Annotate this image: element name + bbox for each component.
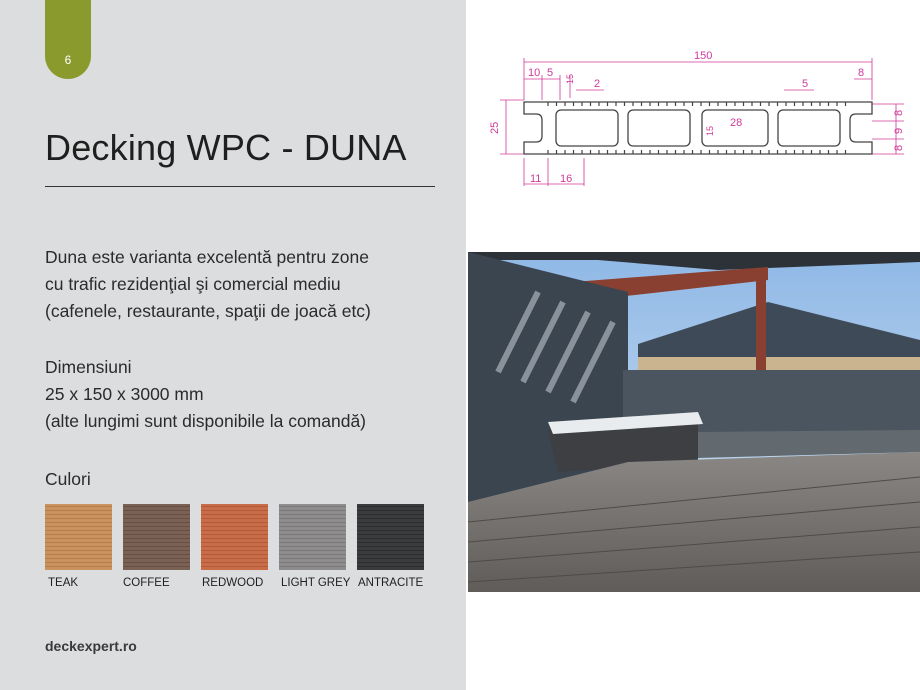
dim-d10: 10 [528, 67, 541, 79]
profile-drawing [484, 46, 914, 196]
page-number-tab [45, 0, 91, 79]
description-line: Duna este varianta excelentă pentru zone [45, 247, 369, 267]
dimensions-block [45, 354, 366, 435]
title-divider [45, 186, 435, 187]
dim-d15a: 15 [565, 73, 575, 84]
dim-d16: 16 [560, 173, 573, 185]
dimensions-value: 25 x 150 x 3000 mm [45, 384, 204, 404]
swatch-antracite [357, 504, 424, 570]
dim-d11: 11 [530, 173, 542, 185]
dim-height: 25 [489, 121, 501, 134]
dimensions-heading: Dimensiuni [45, 357, 132, 377]
description-line: cu trafic rezidenţial şi comercial mediu [45, 274, 341, 294]
dim-d8a: 8 [858, 67, 865, 79]
swatch-light-grey [279, 504, 346, 570]
dim-d8b: 8 [893, 109, 905, 116]
swatch-label-antracite: ANTRACITE [358, 577, 424, 589]
board-profile [524, 102, 872, 154]
dim-d5a: 5 [547, 67, 554, 79]
swatch-label-coffee: COFFEE [123, 577, 170, 589]
dim-width: 150 [694, 50, 713, 62]
swatch-coffee [123, 504, 190, 570]
website-footer: deckexpert.ro [45, 638, 137, 654]
dim-d2: 2 [594, 78, 601, 90]
swatch-redwood [201, 504, 268, 570]
description [45, 244, 371, 325]
swatch-label-light-grey: LIGHT GREY [281, 577, 351, 589]
page-number: 6 [64, 53, 72, 67]
terrace-photo [468, 252, 920, 592]
dim-d8c: 8 [893, 144, 905, 151]
dim-d15b: 15 [705, 125, 715, 136]
pergola-post [756, 270, 766, 370]
swatch-label-redwood: REDWOOD [202, 577, 264, 589]
swatch-teak [45, 504, 112, 570]
dim-d9: 9 [893, 127, 905, 134]
dimensions-note: (alte lungimi sunt disponibile la comandă) [45, 411, 367, 431]
dim-d28: 28 [730, 117, 743, 129]
page-title: Decking WPC - DUNA [45, 127, 407, 168]
colors-heading: Culori [45, 469, 91, 489]
description-line: (cafenele, restaurante, spaţii de joacă etc) [45, 301, 371, 321]
dim-d5b: 5 [802, 78, 809, 90]
swatch-label-teak: TEAK [48, 577, 79, 589]
